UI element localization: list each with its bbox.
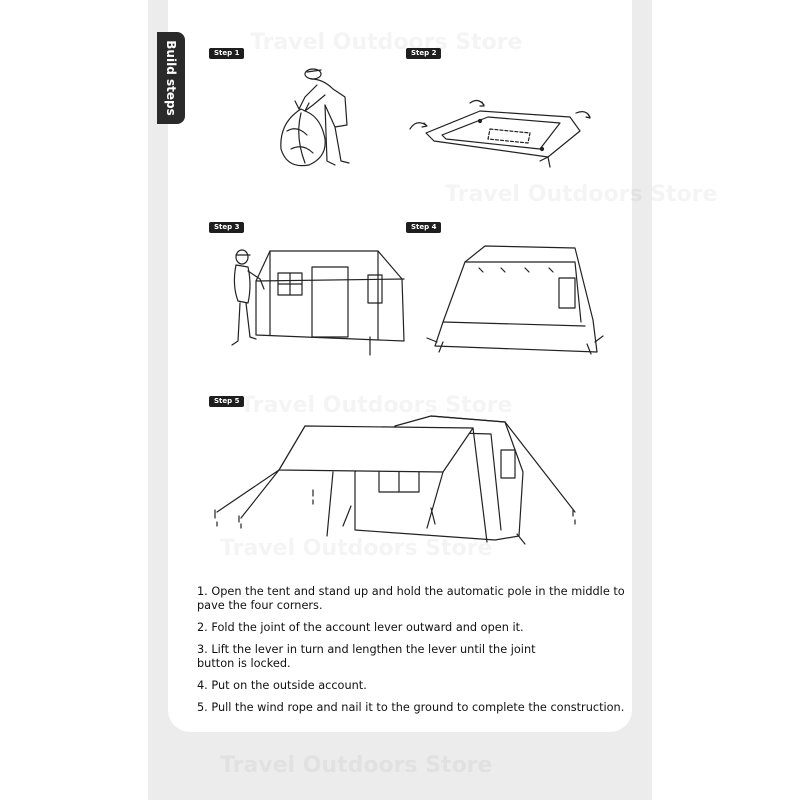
instruction-3: 3. Lift the lever in turn and lengthen the lever until the joint button is locked.: [197, 643, 536, 670]
build-steps-tab: [157, 32, 185, 124]
step-3-badge: Step 3: [209, 222, 244, 233]
step-2-illustration: [400, 95, 600, 170]
step-2-badge: Step 2: [406, 48, 441, 59]
step-5-illustration: [205, 412, 595, 552]
watermark: [250, 30, 522, 55]
step-4-badge: Step 4: [406, 222, 441, 233]
instruction-4: 4. Put on the outside account.: [197, 679, 367, 692]
step-3-illustration: [228, 245, 413, 357]
step-1-badge: Step 1: [209, 48, 244, 59]
build-steps-label: Build steps: [164, 40, 178, 116]
watermark: [220, 753, 492, 778]
instruction-1: 1. Open the tent and stand up and hold the automatic pole in the middle to pave the four corners.: [197, 585, 625, 612]
instructions-list: [197, 585, 637, 723]
watermark: [445, 182, 717, 207]
step-4-illustration: [425, 242, 605, 360]
step-5-badge: Step 5: [209, 396, 244, 407]
instruction-5: 5. Pull the wind rope and nail it to the ground to complete the construction.: [197, 701, 625, 714]
step-1-illustration: [265, 65, 365, 177]
instruction-2: 2. Fold the joint of the account lever outward and open it.: [197, 621, 524, 634]
